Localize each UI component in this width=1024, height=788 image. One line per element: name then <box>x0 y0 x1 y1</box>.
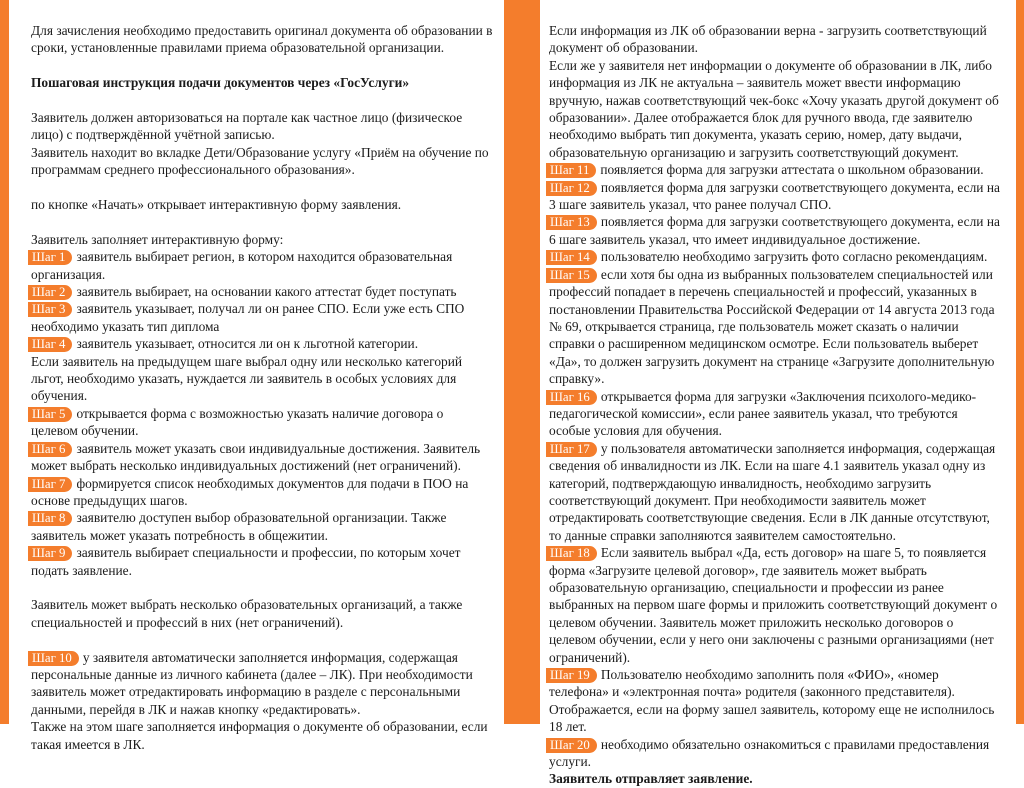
step-item <box>31 509 493 544</box>
right-page <box>549 22 1001 788</box>
step-badge: Шаг 5 <box>28 407 72 422</box>
start-paragraph: по кнопке «Начать» открывает интерактивную форму заявления. <box>31 197 402 213</box>
form-intro-paragraph: Заявитель заполняет интерактивную форму: <box>31 231 284 247</box>
step-item <box>31 440 493 475</box>
step-text: открывается форма с возможностью указать наличие договора о целевом обучении. <box>31 405 444 439</box>
center-spine-stripe <box>504 0 540 724</box>
step-badge: Шаг 12 <box>546 181 597 196</box>
step-text: заявитель указывает, получал ли он ранее СПО. Если уже есть СПО необходимо указать тип диплома <box>31 301 465 334</box>
step-text: необходимо обязательно ознакомиться с правилами предоставления услуги. <box>549 736 990 770</box>
manual-entry-paragraph: Если же у заявителя нет информации о документе об образовании в ЛК, либо информация из ЛК не актуальна – заявитель может ввести информацию вручную, нажав соответствующий чек-бокс «Хочу указать другой документ об образовании». Далее отображается блок для ручного ввода, где заявителю необходимо выбрать тип документа, указать серию, номер, дату выдачи, образовательную организацию и загрузить соответствующий документ. <box>549 57 999 160</box>
step-text: появляется форма для загрузки соответствующего документа, если на 6 шаге заявитель указал, что имеет индивидуальное достижение. <box>549 214 1000 247</box>
step-item <box>31 335 493 352</box>
step-badge: Шаг 17 <box>546 442 597 457</box>
left-edge-stripe <box>0 0 9 724</box>
multiple-choice-paragraph: Заявитель может выбрать несколько образовательных организаций, а также специальностей и профессий в них (нет ограничений). <box>31 597 463 630</box>
step-badge: Шаг 6 <box>28 442 72 457</box>
step-badge: Шаг 19 <box>546 668 597 683</box>
step-item <box>549 179 1001 214</box>
step-item <box>31 544 493 579</box>
left-page <box>31 22 493 753</box>
step-badge: Шаг 2 <box>28 285 72 300</box>
step-badge: Шаг 3 <box>28 302 72 317</box>
step-text: заявитель выбирает, на основании какого аттестат будет поступать <box>76 284 457 300</box>
step-text: заявителю доступен выбор образовательной организации. Также заявитель может указать потребность в общежитии. <box>31 510 447 543</box>
step-item <box>549 266 1001 388</box>
step-text: Если заявитель выбрал «Да, есть договор» на шаге 5, то появляется форма «Загрузите целевой договор», где заявитель может выбрать образовательную организацию, специальности и профессии из ранее выбранных на первом шаге формы и приложить соответствующий документ о целевом обучении. Заявитель может приложить несколько договоров о целевом обучении, если у него они заключены с разными организациями (нет ограничений). <box>549 545 998 665</box>
auth-paragraph: Заявитель должен авторизоваться на портале как частное лицо (физическое лицо) с подтверждённой учётной записью. <box>31 110 463 143</box>
benefits-paragraph: Если заявитель на предыдущем шаге выбрал одну или несколько категорий льгот, необходимо указать, нуждается ли заявитель в особых условиях для обучения. <box>31 353 463 404</box>
step-badge: Шаг 1 <box>28 250 72 265</box>
instructions-heading: Пошаговая инструкция подачи документов через «ГосУслуги» <box>31 75 410 91</box>
step-badge: Шаг 4 <box>28 337 72 352</box>
intro-paragraph: Для зачисления необходимо предоставить оригинал документа об образовании в сроки, установленные правилами приема образовательной организации. <box>31 23 493 56</box>
step-text: открывается форма для загрузки «Заключения психолого-медико-педагогической комиссии», если ранее заявитель указал, что требуются особые условия для обучения. <box>549 388 977 439</box>
step-item <box>549 666 1001 736</box>
step-item <box>549 736 1001 771</box>
final-statement: Заявитель отправляет заявление. <box>549 771 753 787</box>
step-badge: Шаг 18 <box>546 546 597 561</box>
service-paragraph: Заявитель находит во вкладке Дети/Образование услугу «Приём на обучение по программам среднего профессионального образования». <box>31 144 489 178</box>
step-badge: Шаг 8 <box>28 511 72 526</box>
step-badge: Шаг 10 <box>28 651 79 666</box>
step-badge: Шаг 15 <box>546 268 597 283</box>
step-badge: Шаг 13 <box>546 215 597 230</box>
step-text: заявитель указывает, относится ли он к льготной категории. <box>76 336 419 352</box>
step-item <box>31 248 493 283</box>
step-badge: Шаг 14 <box>546 250 597 265</box>
step-badge: Шаг 20 <box>546 738 597 753</box>
step-text: у заявителя автоматически заполняется информация, содержащая персональные данные из личного кабинета (далее – ЛК). При необходимости заявитель может отредактировать информацию в разделе с персональными данными, перейдя в ЛК и нажав кнопку «редактировать». <box>31 649 473 717</box>
step-text: появляется форма для загрузки соответствующего документа, если на 3 шаге заявитель указал, что ранее получал СПО. <box>549 179 1000 213</box>
step-item <box>31 283 493 300</box>
step-text: у пользователя автоматически заполняется информация, содержащая сведения об инвалидности из ЛК. Если на шаге 4.1 заявитель указал одну из категорий, подтверждающую инвалидность, необходимо загрузить соответствующий документ. При необходимости заявитель может отредактировать соответствующие сведения. Если в ЛК данные отсутствуют, то данные справки заполняются заявителем самостоятельно. <box>549 440 996 543</box>
step-badge: Шаг 9 <box>28 546 72 561</box>
step-item <box>549 161 1001 178</box>
right-edge-stripe <box>1016 0 1024 724</box>
step-item <box>549 248 1001 265</box>
step-text: если хотя бы одна из выбранных пользователем специальностей или профессий попадает в перечень специальностей и профессий, указанных в постановлении Правительства Российской Федерации от 14 августа 2013 года № 69, открывается страница, где пользователь может сказать о наличии справки о расширенном медицинском осмотре. Если пользователь выберет «Да», то должен загрузить документ на странице «Загрузите дополнительную справку». <box>549 266 995 387</box>
step-badge: Шаг 11 <box>546 163 596 178</box>
step-item <box>31 405 493 440</box>
step-badge: Шаг 7 <box>28 477 72 492</box>
step-item <box>549 440 1001 544</box>
step-item <box>549 213 1001 248</box>
step-text: Пользователю необходимо заполнить поля «ФИО», «номер телефона» и «электронная почта» родителя (законного представителя). Отображается, если на форму зашел заявитель, которому еще не исполнилось 18 лет. <box>549 667 995 735</box>
education-correct-paragraph: Если информация из ЛК об образовании верна - загрузить соответствующий документ об образовании. <box>549 23 987 56</box>
step-text: формируется список необходимых документов для подачи в ПОО на основе предыдущих шагов. <box>31 475 469 508</box>
step-text: заявитель выбирает регион, в котором находится образовательная организация. <box>31 249 453 282</box>
step-item <box>31 300 493 335</box>
step-text: пользователю необходимо загрузить фото согласно рекомендациям. <box>600 249 988 265</box>
step-text: появляется форма для загрузки аттестата о школьном образовании. <box>600 162 984 178</box>
step-text: заявитель может указать свои индивидуальные достижения. Заявитель может выбрать несколько индивидуальных достижений (нет ограничений). <box>31 440 481 474</box>
step-item <box>549 544 1001 666</box>
step-badge: Шаг 16 <box>546 390 597 405</box>
step-item <box>31 649 493 719</box>
education-doc-paragraph: Также на этом шаге заполняется информация о документе об образовании, если такая имеется в ЛК. <box>31 719 488 752</box>
step-item <box>549 388 1001 440</box>
step-text: заявитель выбирает специальности и профессии, по которым хочет подать заявление. <box>31 545 461 578</box>
step-item <box>31 475 493 510</box>
